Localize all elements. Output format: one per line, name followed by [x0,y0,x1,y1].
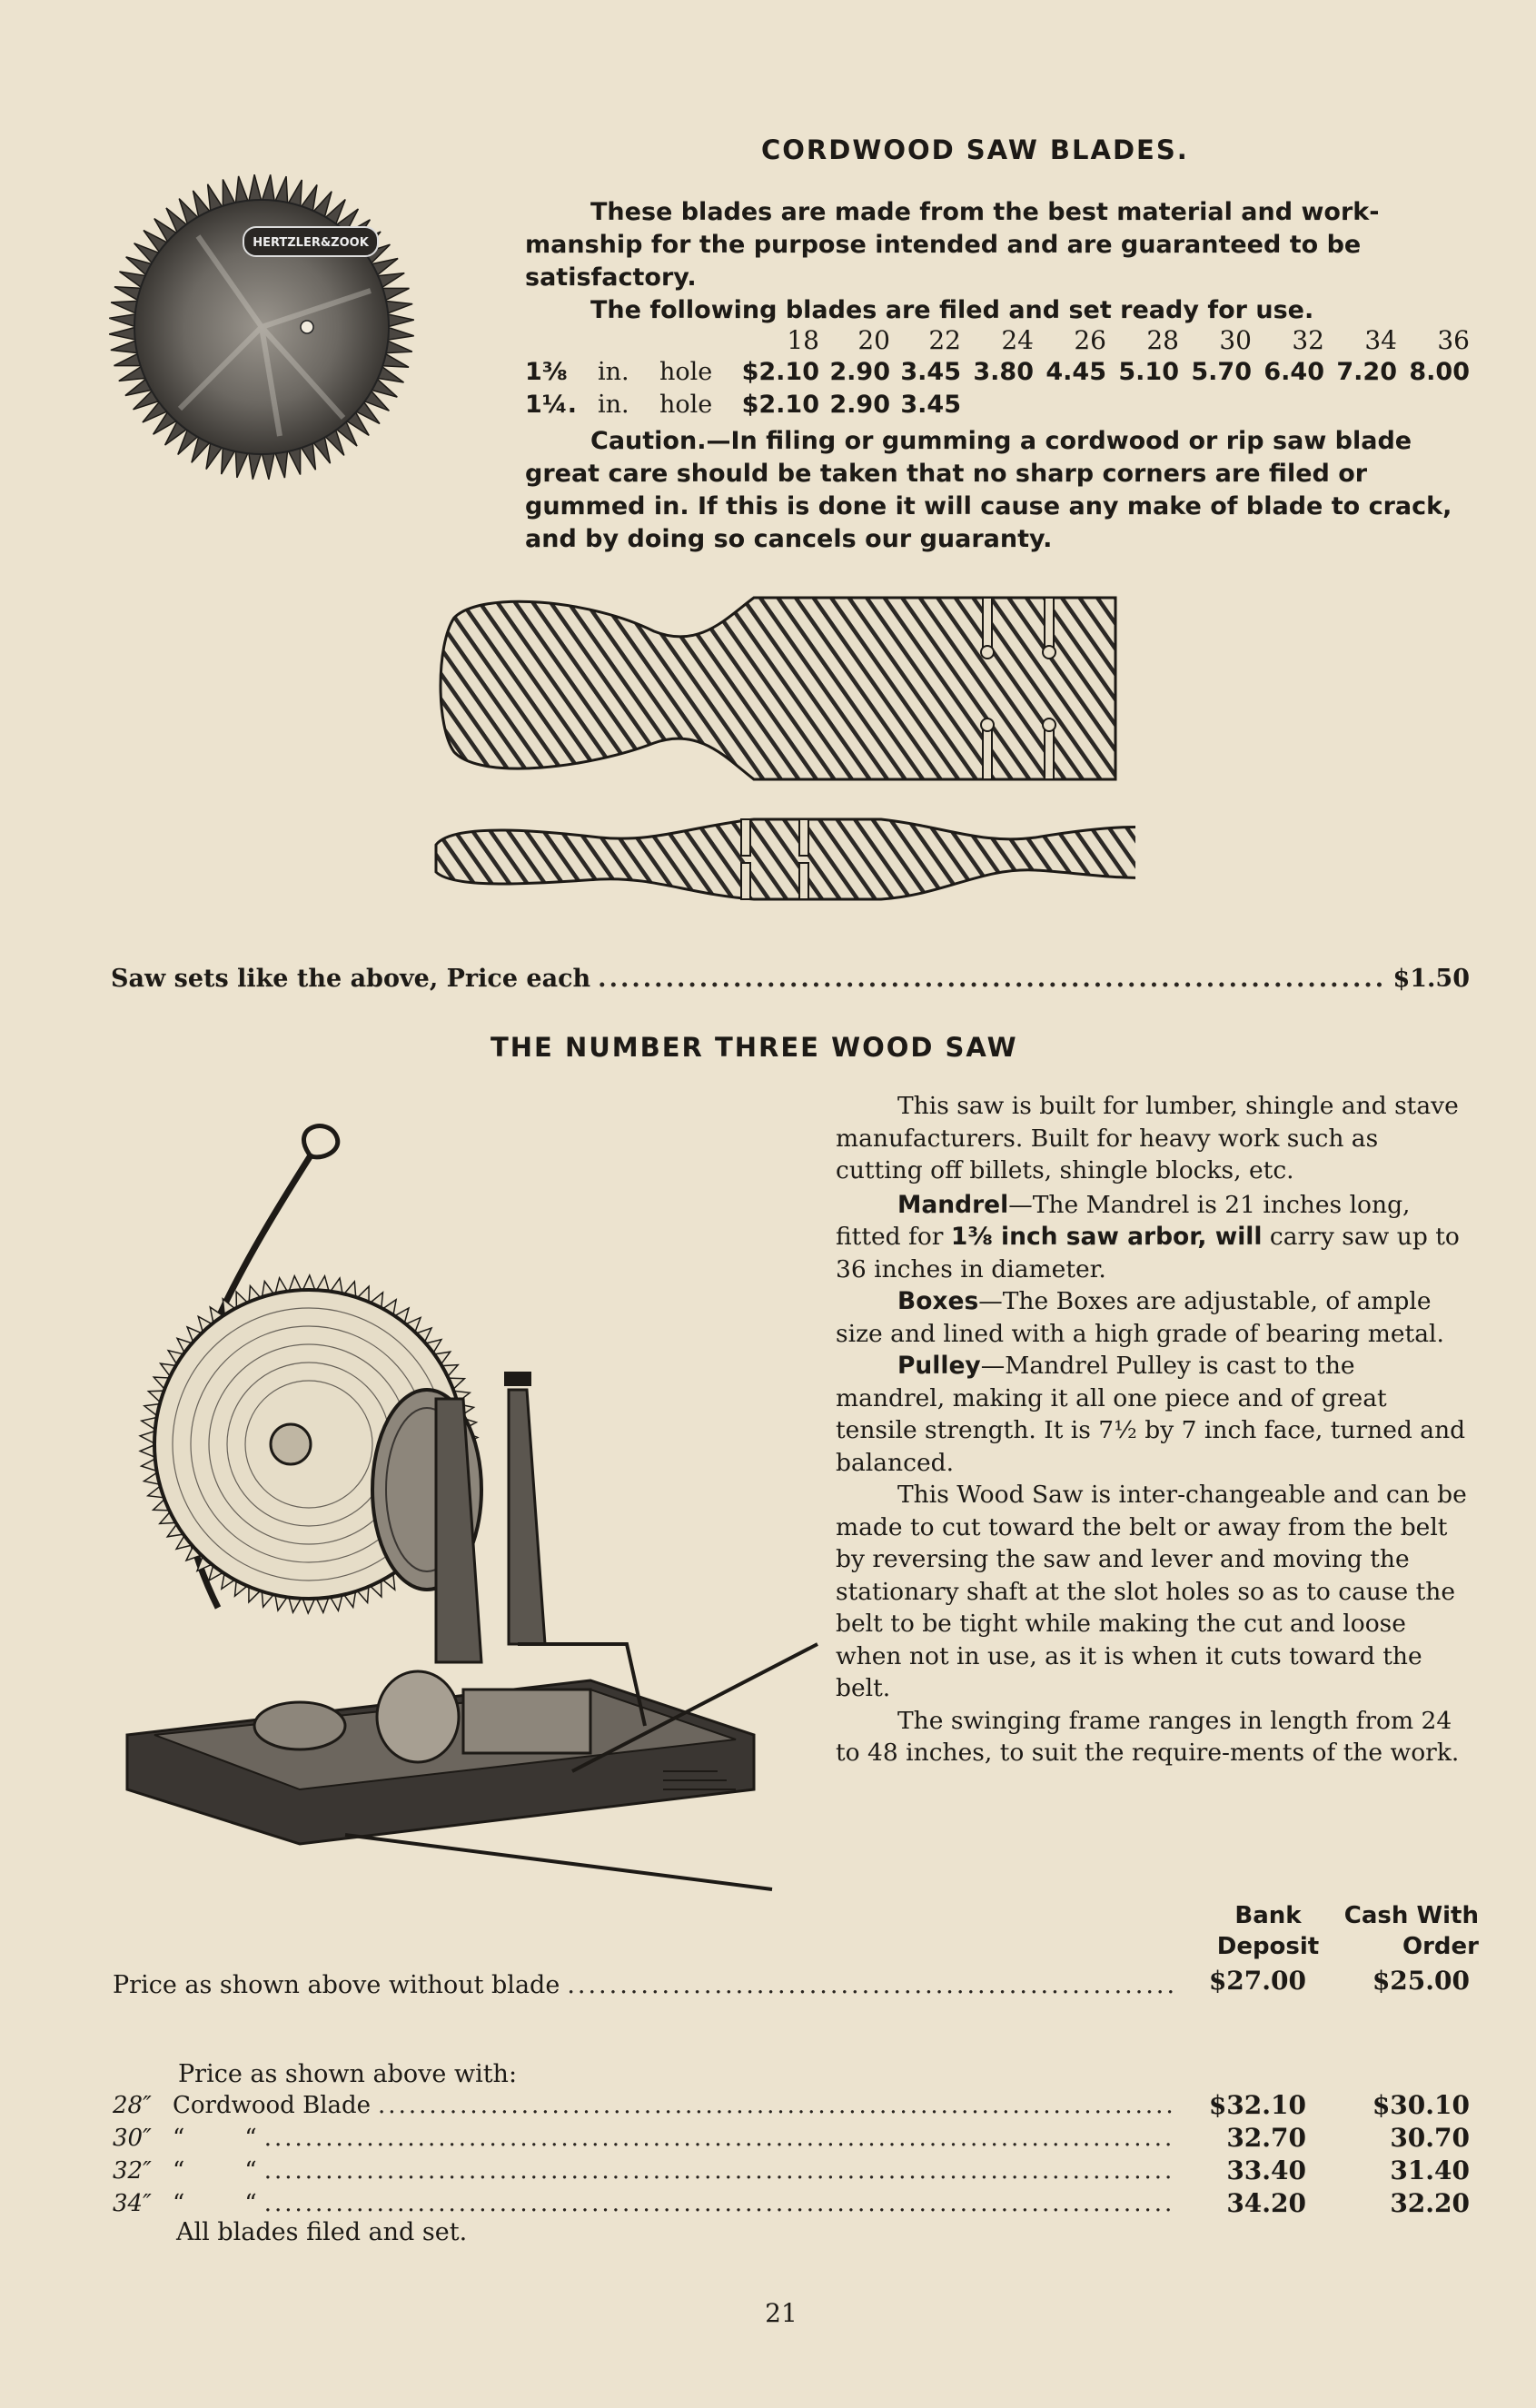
blade-name: “ “ [173,2125,257,2152]
wood-saw-illustration [118,1099,827,1898]
price-cell: $2.10 [741,358,819,386]
pulley-paragraph [836,1350,1470,1479]
price-cell: 5.70 [1191,358,1252,386]
blade-name: “ “ [173,2157,257,2185]
wood-saw-intro: This saw is built for lumber, shingle and stave manufacturers. Built for heavy work such as cutting off billets, shingle blocks, etc. [836,1092,1459,1184]
blade-option-row [113,2125,1470,2157]
size-26: 26 [1074,325,1106,355]
deposit-label: Deposit [1216,1933,1320,1960]
mandrel-text-end: carry saw up to 36 inches in diameter. [836,1223,1460,1283]
price-cell: 5.10 [1118,358,1179,386]
mandrel-paragraph [836,1189,1470,1286]
price-without-blade-line [113,1971,1175,1999]
price-cell: 8.00 [1409,358,1470,386]
cordwood-intro: These blades are made from the best material and work-manship for the purpose intended and are guaranteed to be satisfactory. [525,198,1380,292]
blade-price-table [525,325,1470,423]
price-with-label: Price as shown above with: [178,2060,518,2088]
cash-with-label: Cash With [1343,1902,1479,1929]
leader-dots [598,965,1385,993]
blade-deposit-price: $32.10 [1208,2090,1306,2120]
blade-cash-price: 32.20 [1390,2188,1470,2218]
price-cell: 3.80 [973,358,1034,386]
caution-text: —In filing or gumming a cordwood or rip saw blade great care should be taken that no sharp corners are filed or gummed in. If this is done it will cause any make of blade to crack, and by doing so cancels our guaranty. [525,427,1452,553]
pulley-label: Pulley [897,1352,981,1380]
blade-options-list [113,2092,1470,2223]
blade-size: 30″ [113,2125,152,2152]
page-number: 21 [765,2298,798,2328]
leader-dots [264,2125,1175,2152]
blade-size: 34″ [113,2190,152,2217]
saw-sets-price-line [111,965,1470,993]
blade-name: “ “ [173,2190,257,2217]
cash-with-order-header [1315,1900,1479,1962]
blade-deposit-price: 32.70 [1226,2123,1306,2153]
saw-blade-illustration [98,136,425,518]
wood-saw-heading: THE NUMBER THREE WOOD SAW [491,1032,1018,1063]
hole-unit: in. [598,391,629,419]
size-30: 30 [1219,325,1252,355]
bank-label: Bank [1234,1902,1302,1929]
blade-option-row [113,2092,1470,2125]
pulley-text: —Mandrel Pulley is cast to the mandrel, making it all one piece and of great tensile strength. It is 7½ by 7 inch face, turned and balanced. [836,1352,1466,1477]
size-header-row [525,325,1470,358]
blade-cash-price: 30.70 [1390,2123,1470,2153]
size-20: 20 [857,325,890,355]
price-cell: 4.45 [1045,358,1106,386]
size-22: 22 [928,325,961,355]
caution-label: Caution. [590,427,707,455]
price-row-2 [525,391,1470,423]
without-blade-cash: $25.00 [1372,1966,1470,1996]
leader-dots [567,1971,1175,1999]
size-18: 18 [787,325,819,355]
wood-saw-description [836,1090,1470,1769]
without-blade-label: Price as shown above without blade [113,1971,560,1999]
cordwood-heading: CORDWOOD SAW BLADES. [761,134,1189,165]
order-label: Order [1402,1933,1479,1960]
boxes-paragraph [836,1285,1470,1350]
blade-deposit-price: 34.20 [1226,2188,1306,2218]
size-28: 28 [1146,325,1179,355]
blade-option-row [113,2157,1470,2190]
size-34: 34 [1364,325,1397,355]
mandrel-label: Mandrel [897,1190,1009,1219]
price-cell: 3.45 [900,358,961,386]
blade-name: Cordwood Blade [173,2092,372,2119]
boxes-text: —The Boxes are adjustable, of ample size and lined with a high grade of bearing metal. [836,1287,1444,1348]
hole-label: hole [659,358,713,386]
price-cell: 6.40 [1263,358,1324,386]
price-cell: 3.45 [900,391,961,419]
blade-deposit-price: 33.40 [1226,2155,1306,2185]
blade-size: 28″ [113,2092,152,2119]
price-cell: $2.10 [741,391,819,419]
leader-dots [264,2157,1175,2185]
saw-sets-price: $1.50 [1392,965,1470,993]
saw-sets-label: Saw sets like the above, Price each [111,965,591,993]
saw-set-lower [436,819,1135,899]
price-cell: 2.90 [829,391,890,419]
leader-dots [378,2092,1175,2119]
hole-unit: in. [598,358,629,386]
without-blade-deposit: $27.00 [1208,1966,1306,1996]
hole-size: 1¼. [525,391,577,419]
boxes-label: Boxes [897,1287,979,1315]
saw-set-upper [441,598,1115,779]
blade-brand-stamp: HERTZLER&ZOOK [253,236,369,250]
caution-paragraph [525,425,1470,556]
filed-note: The following blades are filed and set ready for use. [590,296,1314,324]
mandrel-text: —The Mandrel is 21 inches long, fitted for [836,1190,1411,1251]
size-24: 24 [1001,325,1034,355]
blade-cash-price: 31.40 [1390,2155,1470,2185]
blades-footnote: All blades filed and set. [176,2218,468,2246]
bank-deposit-header [1204,1900,1332,1962]
leader-dots [264,2190,1175,2217]
blade-size: 32″ [113,2157,152,2185]
size-36: 36 [1437,325,1470,355]
saw-set-illustration [427,581,1135,936]
size-32: 32 [1292,325,1324,355]
price-cell: 7.20 [1336,358,1397,386]
interchange-paragraph: This Wood Saw is inter-changeable and can be made to cut toward the belt or away from the belt by reversing the saw and lever and moving the stationary shaft at the slot holes so as to cause the belt to be tight while making the cut and loose when not in use, as it is when it cuts toward the belt. [836,1481,1467,1702]
hole-size: 1⅜ [525,358,568,386]
hole-label: hole [659,391,713,419]
mandrel-bold-text: 1⅜ inch saw arbor, will [950,1223,1263,1251]
blade-cash-price: $30.10 [1372,2090,1470,2120]
price-row-1 [525,358,1470,391]
frame-paragraph: The swinging frame ranges in length from 24 to 48 inches, to suit the require-ments of the work. [836,1706,1460,1767]
price-cell: 2.90 [829,358,890,386]
